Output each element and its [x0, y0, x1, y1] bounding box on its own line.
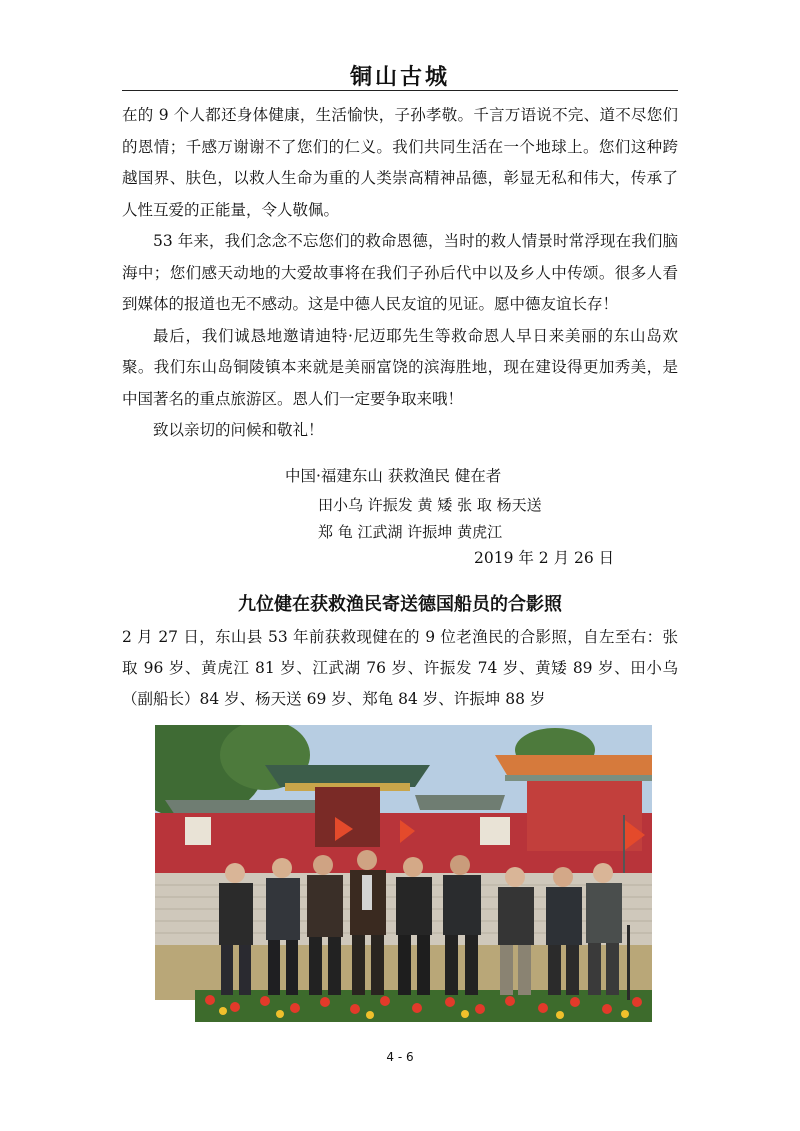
letter-body [122, 100, 678, 447]
signature-names-row-1: 田小乌 许振发 黄 矮 张 取 杨天送 [318, 496, 542, 514]
signature-names-row-2: 郑 龟 江武湖 许振坤 黄虎江 [318, 523, 503, 541]
header-rule [122, 90, 678, 91]
photo-caption: 2 月 27 日，东山县 53 年前获救现健在的 9 位老渔民的合影照，自左至右：张取 96 岁、黄虎江 81 岁、江武湖 76 岁、许振发 74 岁、黄矮 89 岁、田小乌（副船长）84 岁、杨天送 69 岁、郑龟 84 岁、许振坤 88 岁 [122, 628, 678, 708]
signature-date: 2019 年 2 月 26 日 [474, 549, 615, 567]
photo-section-title: 九位健在获救渔民寄送德国船员的合影照 [238, 594, 562, 615]
running-header-title: 铜山古城 [349, 64, 450, 90]
letter-paragraph-1: 在的 9 个人都还身体健康，生活愉快，子孙孝敬。千言万语说不完、道不尽您们的恩情；千感万谢谢不了您们的仁义。我们共同生活在一个地球上。您们这种跨越国界、肤色，以救人生命为重的人类崇高精神品德，彰显无私和伟大，传承了人性互爱的正能量，令人敬佩。 [122, 106, 678, 219]
page-number: 4 - 6 [386, 1050, 414, 1064]
signature-org: 中国·福建东山 获救渔民 健在者 [285, 467, 502, 485]
letter-closing: 致以亲切的问候和敬礼！ [153, 421, 324, 439]
letter-paragraph-2: 53 年来，我们念念不忘您们的救命恩德，当时的救人情景时常浮现在我们脑海中；您们感天动地的大爱故事将在我们子孙后代中以及乡人中传颂。很多人看到媒体的报道也无不感动。这是中德人民友谊的见证。愿中德友谊长存！ [122, 232, 678, 313]
group-photo [155, 725, 652, 1022]
letter-paragraph-3: 最后，我们诚恳地邀请迪特·尼迈耶先生等救命恩人早日来美丽的东山岛欢聚。我们东山岛铜陵镇本来就是美丽富饶的滨海胜地，现在建设得更加秀美，是中国著名的重点旅游区。恩人们一定要争取来哦！ [122, 326, 678, 408]
